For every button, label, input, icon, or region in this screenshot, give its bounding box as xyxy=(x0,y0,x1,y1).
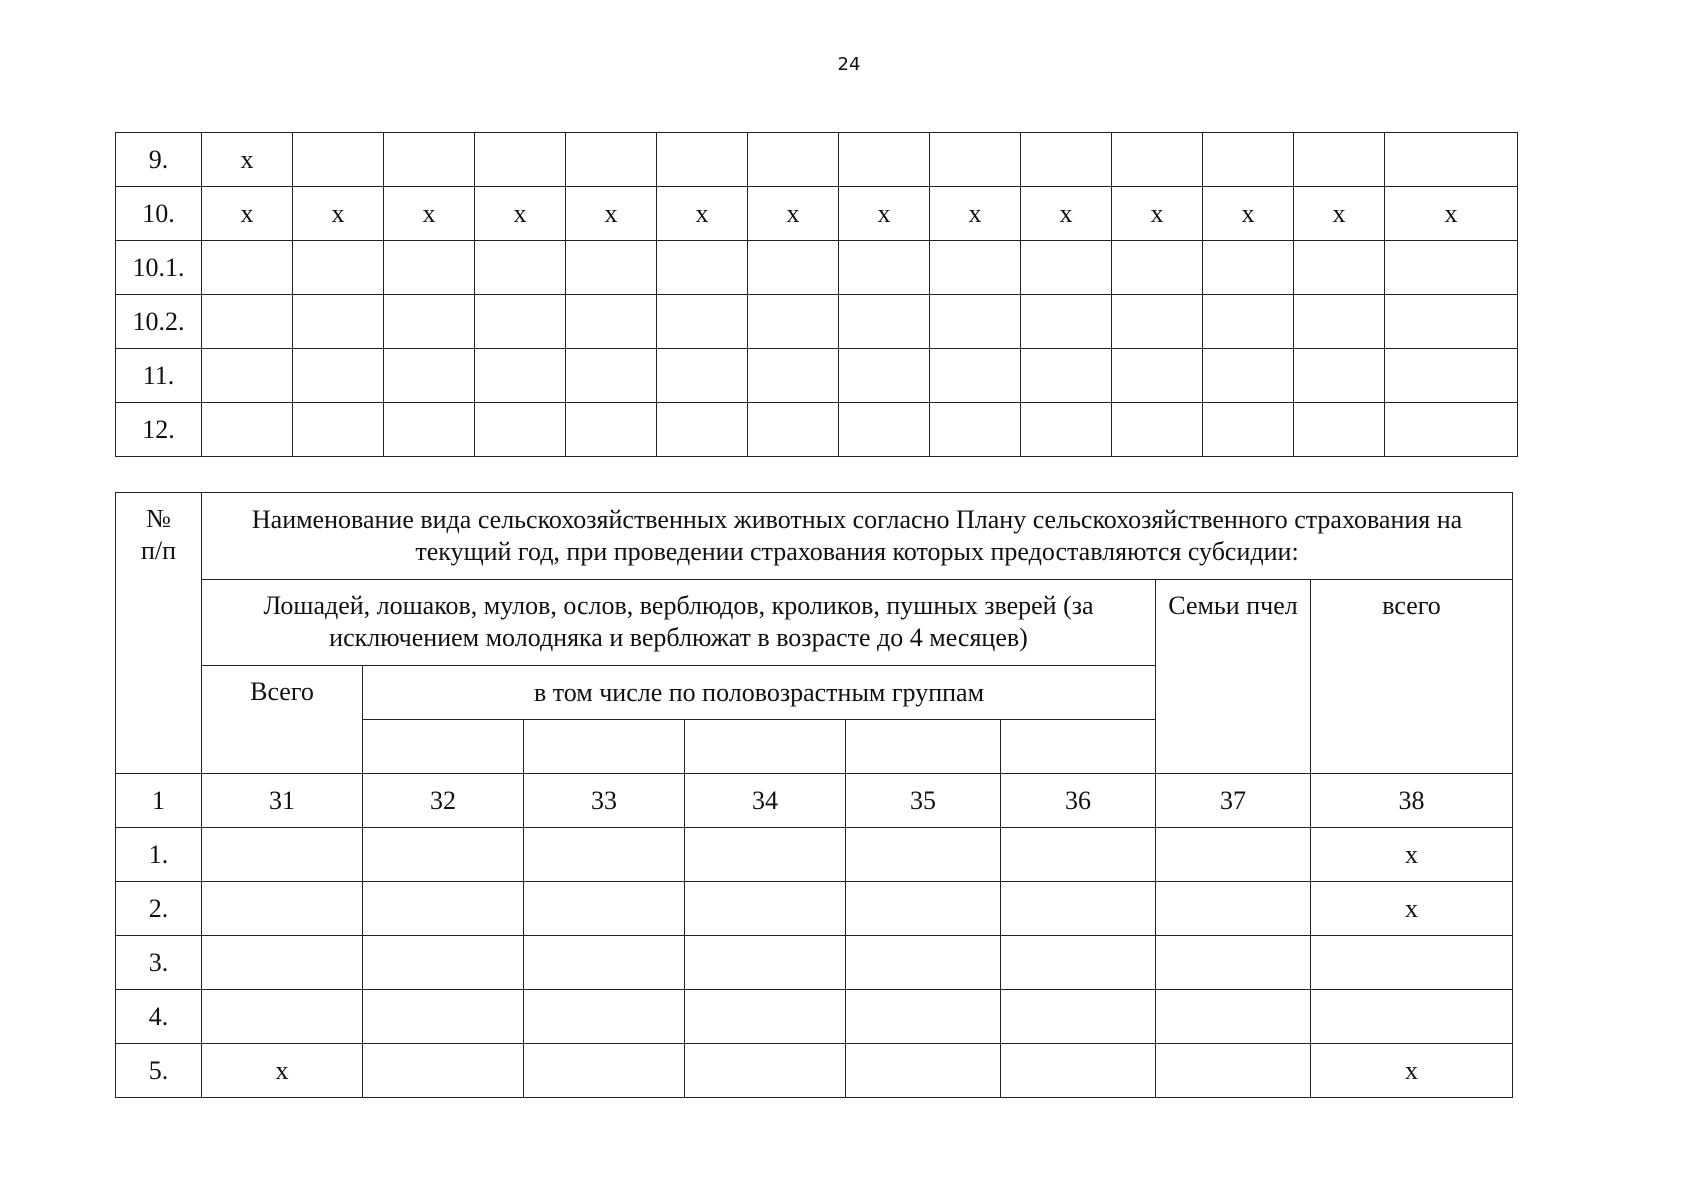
table-cell xyxy=(566,403,657,457)
horses-header: Лошадей, лошаков, мулов, ослов, верблюдов, кроликов, пушных зверей (за исключением молодняка и верблюжат в возрасте до 4 месяцев) xyxy=(202,580,1156,666)
row-number-header-part: п/п xyxy=(140,536,177,565)
table-cell xyxy=(1203,403,1294,457)
column-number: 38 xyxy=(1311,774,1513,828)
table-cell: x xyxy=(930,187,1021,241)
table-cell xyxy=(930,133,1021,187)
table-cell xyxy=(839,241,930,295)
table-cell xyxy=(1021,133,1112,187)
group-subcolumn xyxy=(363,720,524,774)
table-cell xyxy=(1294,295,1385,349)
table-cell xyxy=(384,295,475,349)
column-number: 32 xyxy=(363,774,524,828)
table-cell: x xyxy=(202,1044,363,1098)
table-row xyxy=(116,295,1518,349)
table-row xyxy=(116,403,1518,457)
table-cell xyxy=(839,349,930,403)
table-row xyxy=(116,133,1518,187)
table-row xyxy=(116,349,1518,403)
row-label: 2. xyxy=(116,882,202,936)
table-cell xyxy=(846,990,1001,1044)
table-cell xyxy=(748,403,839,457)
table-cell xyxy=(363,990,524,1044)
table-cell xyxy=(846,828,1001,882)
table-cell xyxy=(293,241,384,295)
row-label: 4. xyxy=(116,990,202,1044)
table-cell xyxy=(1156,882,1311,936)
table-cell xyxy=(1112,349,1203,403)
table-cell: x xyxy=(475,187,566,241)
table-cell xyxy=(1203,241,1294,295)
table-cell xyxy=(1001,1044,1156,1098)
row-label: 10.2. xyxy=(116,295,202,349)
table-cell xyxy=(1112,133,1203,187)
table-cell xyxy=(930,403,1021,457)
table-cell xyxy=(293,133,384,187)
table-cell xyxy=(748,133,839,187)
row-number-header-part: № xyxy=(146,504,171,533)
row-label: 9. xyxy=(116,133,202,187)
table-cell xyxy=(524,828,685,882)
table-cell: x xyxy=(566,187,657,241)
table-cell: x xyxy=(202,187,293,241)
column-number: 31 xyxy=(202,774,363,828)
by-groups-header: в том числе по половозрастным группам xyxy=(363,666,1156,720)
table-cell xyxy=(1001,828,1156,882)
table-cell xyxy=(293,403,384,457)
table-cell xyxy=(524,990,685,1044)
animal-type-header: Наименование вида сельскохозяйственных животных согласно Плану сельскохозяйственного страхования на текущий год, при проведении страхования которых предоставляются субсидии: xyxy=(202,493,1513,580)
table-cell xyxy=(1311,990,1513,1044)
table-cell: x xyxy=(1311,882,1513,936)
table-cell xyxy=(1294,403,1385,457)
table-cell xyxy=(1203,349,1294,403)
page-number: 24 xyxy=(837,54,861,75)
group-subcolumn xyxy=(685,720,846,774)
table-cell: x xyxy=(1112,187,1203,241)
table-cell xyxy=(384,241,475,295)
row-label: 10. xyxy=(116,187,202,241)
table-row xyxy=(116,882,1513,936)
table-cell xyxy=(1112,241,1203,295)
table-cell xyxy=(1385,133,1518,187)
table-cell xyxy=(1294,349,1385,403)
table-cell xyxy=(363,936,524,990)
row-label: 10.1. xyxy=(116,241,202,295)
table-cell xyxy=(202,990,363,1044)
table-cell: x xyxy=(1385,187,1518,241)
table-cell xyxy=(566,241,657,295)
table-cell xyxy=(839,295,930,349)
column-number: 35 xyxy=(846,774,1001,828)
table-cell xyxy=(202,403,293,457)
table-cell xyxy=(1385,403,1518,457)
table-cell xyxy=(930,241,1021,295)
table-cell xyxy=(748,295,839,349)
table-cell xyxy=(748,241,839,295)
table-row xyxy=(116,828,1513,882)
table-cell xyxy=(1021,403,1112,457)
table-cell xyxy=(1112,403,1203,457)
table-cell xyxy=(1001,936,1156,990)
table-cell: x xyxy=(1203,187,1294,241)
table-cell: x xyxy=(1311,828,1513,882)
group-subcolumn xyxy=(524,720,685,774)
table-cell xyxy=(657,241,748,295)
group-subcolumn xyxy=(846,720,1001,774)
table-cell: x xyxy=(839,187,930,241)
table-cell xyxy=(475,349,566,403)
table-cell xyxy=(657,133,748,187)
table-cell xyxy=(384,403,475,457)
table-cell xyxy=(1311,936,1513,990)
table-cell: x xyxy=(1311,1044,1513,1098)
table-cell xyxy=(566,349,657,403)
table-cell xyxy=(524,1044,685,1098)
table-cell: x xyxy=(657,187,748,241)
table-cell xyxy=(1021,241,1112,295)
row-label: 11. xyxy=(116,349,202,403)
bee-families-header: Семьи пчел xyxy=(1156,580,1311,774)
row-label: 1. xyxy=(116,828,202,882)
table-cell xyxy=(839,403,930,457)
row-label: 3. xyxy=(116,936,202,990)
column-numbers-row xyxy=(116,774,1513,828)
table-cell xyxy=(1385,349,1518,403)
row-label: 12. xyxy=(116,403,202,457)
table-cell xyxy=(930,295,1021,349)
table-cell xyxy=(1112,295,1203,349)
table-cell xyxy=(566,133,657,187)
table-cell xyxy=(1203,133,1294,187)
table-cell xyxy=(657,349,748,403)
row-number-header xyxy=(116,493,202,774)
column-number: 34 xyxy=(685,774,846,828)
table-cell xyxy=(748,349,839,403)
table-cell xyxy=(930,349,1021,403)
bottom-table xyxy=(115,492,1513,1098)
table-cell xyxy=(1156,990,1311,1044)
table-cell xyxy=(566,295,657,349)
column-number: 33 xyxy=(524,774,685,828)
table-row xyxy=(116,990,1513,1044)
table-cell xyxy=(1001,990,1156,1044)
table-cell xyxy=(1294,133,1385,187)
table-cell xyxy=(202,828,363,882)
table-cell xyxy=(202,882,363,936)
table-cell xyxy=(846,882,1001,936)
table-row xyxy=(116,187,1518,241)
table-cell xyxy=(685,882,846,936)
table-cell xyxy=(363,882,524,936)
table-cell xyxy=(524,936,685,990)
table-cell xyxy=(1021,349,1112,403)
table-cell xyxy=(475,403,566,457)
table-cell xyxy=(524,882,685,936)
table-cell xyxy=(475,295,566,349)
table-row xyxy=(116,936,1513,990)
table-cell xyxy=(363,1044,524,1098)
table-cell xyxy=(657,403,748,457)
top-table xyxy=(115,132,1518,457)
table-cell xyxy=(657,295,748,349)
table-cell xyxy=(293,349,384,403)
row-label: 5. xyxy=(116,1044,202,1098)
table-cell xyxy=(293,295,384,349)
table-cell xyxy=(202,349,293,403)
table-cell: x xyxy=(293,187,384,241)
table-cell xyxy=(839,133,930,187)
table-cell xyxy=(1203,295,1294,349)
table-cell xyxy=(685,990,846,1044)
table-cell xyxy=(384,349,475,403)
table-cell xyxy=(384,133,475,187)
table-cell xyxy=(363,828,524,882)
table-cell xyxy=(1156,828,1311,882)
table-cell xyxy=(685,1044,846,1098)
table-cell xyxy=(1001,882,1156,936)
table-cell xyxy=(1021,295,1112,349)
table-cell: x xyxy=(1294,187,1385,241)
total-header: всего xyxy=(1311,580,1513,774)
group-subcolumn xyxy=(1001,720,1156,774)
all-header: Всего xyxy=(202,666,363,774)
column-number: 36 xyxy=(1001,774,1156,828)
table-cell xyxy=(1294,241,1385,295)
column-number: 1 xyxy=(116,774,202,828)
table-row xyxy=(116,241,1518,295)
table-cell: x xyxy=(748,187,839,241)
table-cell xyxy=(475,133,566,187)
table-row xyxy=(116,1044,1513,1098)
table-cell: x xyxy=(384,187,475,241)
table-cell xyxy=(846,936,1001,990)
table-cell xyxy=(685,828,846,882)
table-cell xyxy=(202,936,363,990)
table-cell xyxy=(846,1044,1001,1098)
table-cell: x xyxy=(1021,187,1112,241)
table-cell xyxy=(685,936,846,990)
column-number: 37 xyxy=(1156,774,1311,828)
table-cell xyxy=(1385,241,1518,295)
table-cell xyxy=(202,295,293,349)
table-cell xyxy=(1156,936,1311,990)
table-cell xyxy=(202,241,293,295)
table-cell xyxy=(1385,295,1518,349)
table-cell xyxy=(1156,1044,1311,1098)
table-cell: x xyxy=(202,133,293,187)
table-cell xyxy=(475,241,566,295)
